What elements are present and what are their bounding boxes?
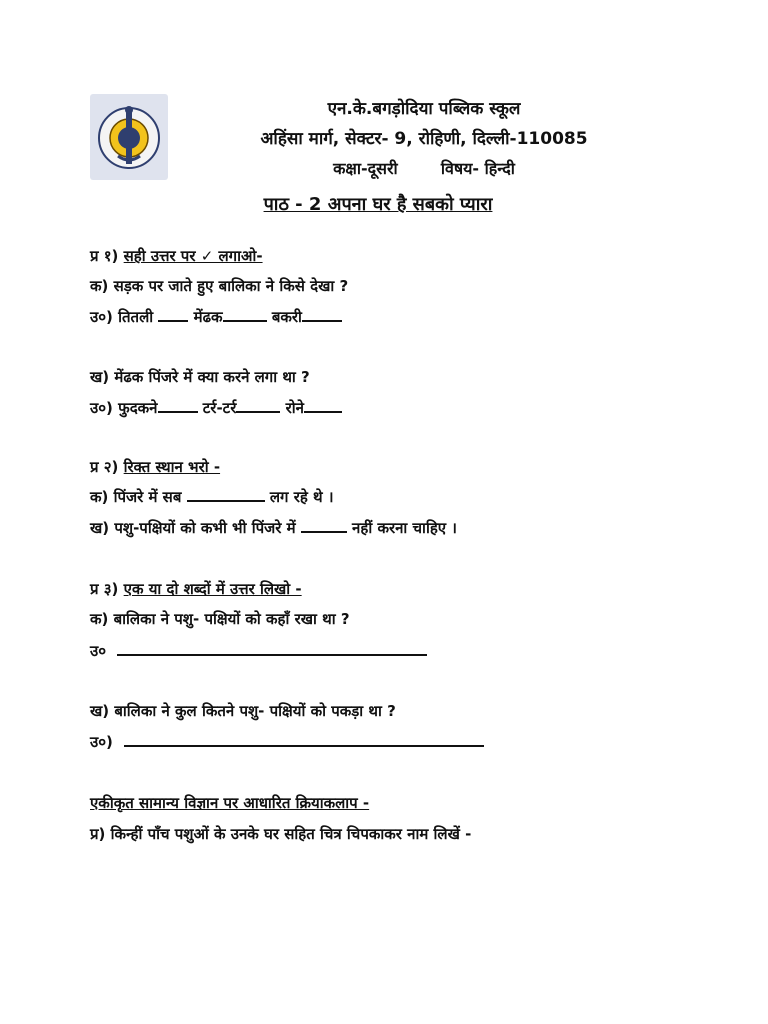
q2-title: रिक्त स्थान भरो - bbox=[123, 458, 221, 476]
tick-blank[interactable] bbox=[304, 397, 342, 413]
fill-blank[interactable] bbox=[301, 517, 347, 533]
q1b-question: ख) मेंढक पिंजरे में क्या करने लगा था ? bbox=[90, 368, 310, 386]
lesson-title: पाठ - 2 अपना घर है सबको प्यारा bbox=[263, 194, 493, 215]
activity-question: प्र) किन्हीं पाँच पशुओं के उनके घर सहित चित्र चिपकाकर नाम लिखें - bbox=[90, 825, 472, 843]
q2b-after: नहीं करना चाहिए । bbox=[352, 519, 457, 537]
q1-title: सही उत्तर पर ✓ लगाओ- bbox=[123, 247, 263, 265]
q3b-answer bbox=[90, 731, 484, 753]
subject-label: विषय- हिन्दी bbox=[440, 159, 515, 178]
option-bakri: बकरी bbox=[271, 308, 302, 326]
option-medhak: मेंढक bbox=[193, 308, 223, 326]
q2a-sentence bbox=[90, 486, 334, 508]
tick-blank[interactable] bbox=[302, 306, 342, 322]
q2b-sentence bbox=[90, 517, 457, 539]
q1a-question: क) सड़क पर जाते हुए बालिका ने किसे देखा ? bbox=[90, 277, 349, 295]
school-address: अहिंसा मार्ग, सेक्टर- 9, रोहिणी, दिल्ली-110085 bbox=[260, 129, 588, 149]
class-label: कक्षा-दूसरी bbox=[333, 159, 398, 178]
school-name: एन.के.बगड़ोदिया पब्लिक स्कूल bbox=[327, 99, 521, 119]
q3-title: एक या दो शब्दों में उत्तर लिखो - bbox=[123, 580, 302, 598]
q3b-question: ख) बालिका ने कुल कितने पशु- पक्षियों को पकड़ा था ? bbox=[90, 702, 396, 720]
q2b-before: ख) पशु-पक्षियों को कभी भी पिंजरे में bbox=[90, 519, 296, 537]
q2a-after: लग रहे थे । bbox=[269, 488, 334, 506]
q2-heading bbox=[90, 456, 220, 478]
q2a-before: क) पिंजरे में सब bbox=[90, 488, 182, 506]
answer-prefix: उ० bbox=[90, 642, 107, 660]
option-rone: रोने bbox=[285, 399, 304, 417]
activity-heading: एकीकृत सामान्य विज्ञान पर आधारित क्रियाकलाप - bbox=[90, 794, 370, 812]
option-tarr-tarr: टर्र-टर्र bbox=[202, 399, 237, 417]
q1a-answer bbox=[90, 306, 342, 328]
q3-number: प्र ३) bbox=[90, 580, 119, 598]
option-phudakne: फुदकने bbox=[118, 399, 158, 417]
answer-line[interactable] bbox=[124, 731, 484, 747]
answer-prefix: उ०) bbox=[90, 399, 113, 417]
option-titli: तितली bbox=[118, 308, 154, 326]
fill-blank[interactable] bbox=[187, 486, 265, 502]
q3-heading bbox=[90, 578, 302, 600]
tick-blank[interactable] bbox=[236, 397, 280, 413]
q1-heading bbox=[90, 245, 263, 267]
tick-blank[interactable] bbox=[158, 306, 188, 322]
answer-prefix: उ०) bbox=[90, 308, 113, 326]
tick-blank[interactable] bbox=[223, 306, 267, 322]
q3a-question: क) बालिका ने पशु- पक्षियों को कहाँ रखा था ? bbox=[90, 610, 350, 628]
answer-line[interactable] bbox=[117, 640, 427, 656]
answer-prefix: उ०) bbox=[90, 733, 113, 751]
q3a-answer bbox=[90, 640, 427, 662]
tick-blank[interactable] bbox=[158, 397, 198, 413]
class-subject bbox=[40, 157, 768, 179]
q2-number: प्र २) bbox=[90, 458, 119, 476]
q1-number: प्र १) bbox=[90, 247, 119, 265]
q1b-answer bbox=[90, 397, 342, 419]
